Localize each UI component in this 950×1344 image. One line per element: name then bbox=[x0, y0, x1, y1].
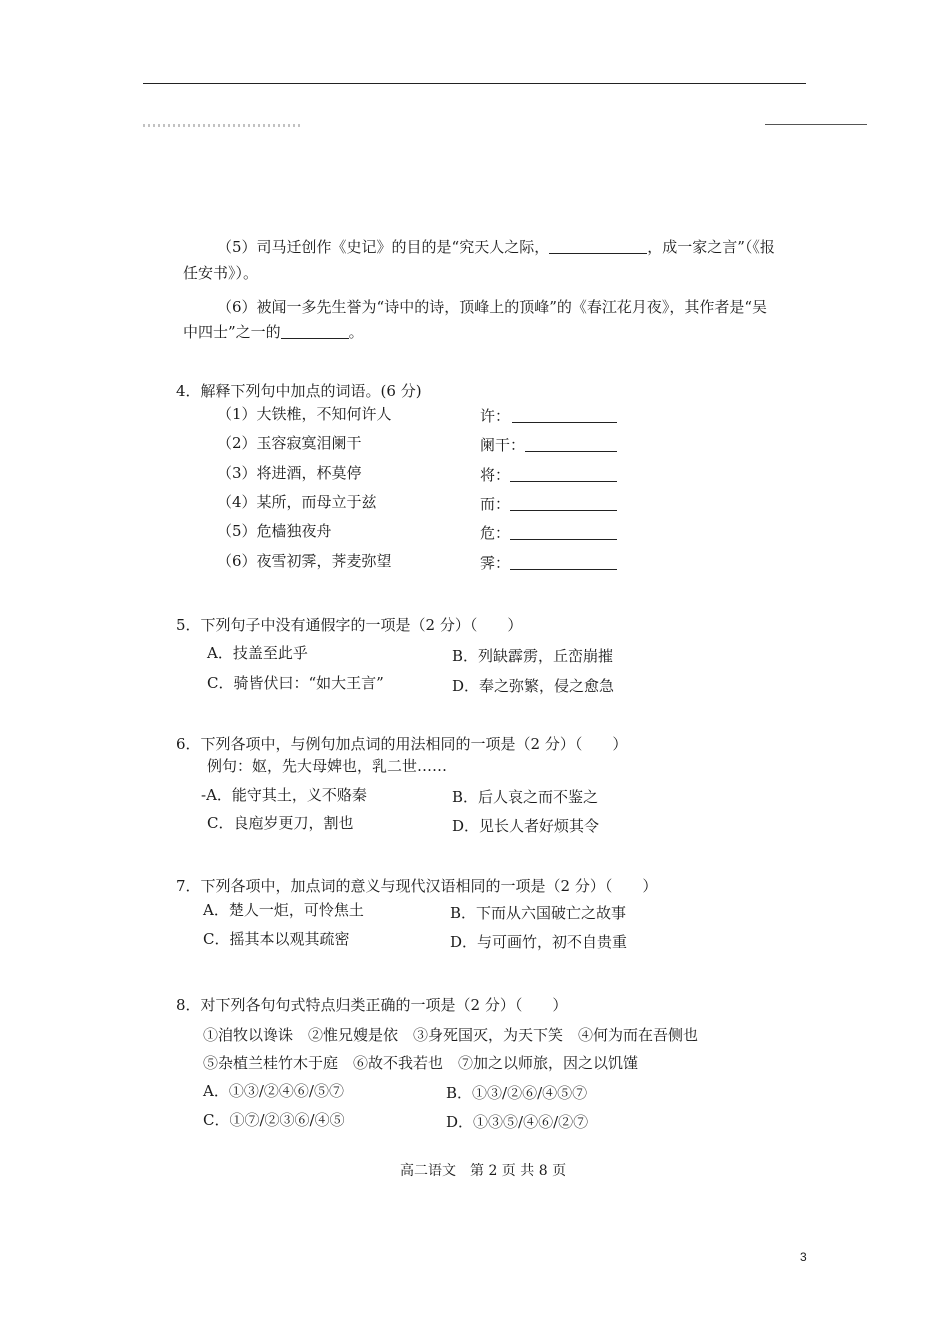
scan-noise bbox=[143, 124, 303, 127]
answer-line-3[interactable] bbox=[510, 481, 617, 482]
q6-option-b[interactable]: B．后人哀之而不鉴之 bbox=[452, 788, 599, 806]
q7-option-d[interactable]: D．与可画竹，初不自贵重 bbox=[450, 933, 628, 951]
q4-label-3: 将： bbox=[480, 466, 511, 484]
q8-sentences-row-2: ⑤杂植兰桂竹木于庭 ⑥故不我若也 ⑦加之以师旅，因之以饥馑 bbox=[203, 1054, 639, 1072]
q4-item-6: （6）夜雪初霁，荠麦弥望 bbox=[217, 552, 392, 570]
q7-option-c[interactable]: C．摇其本以观其疏密 bbox=[203, 930, 350, 948]
q4-item-3: （3）将进酒，杯莫停 bbox=[217, 464, 362, 482]
q3-item-6: （6）被闻一多先生誉为“诗中的诗，顶峰上的顶峰”的《春江花月夜》，其作者是“吴 bbox=[217, 298, 768, 316]
q3-item-6-cont: 中四士”之一的 。 bbox=[183, 323, 364, 341]
q4-item-1: （1）大铁椎，不知何许人 bbox=[217, 405, 392, 423]
q4-label-6: 霁： bbox=[480, 554, 511, 572]
q3-item-5-cont: 任安书》）。 bbox=[183, 264, 259, 282]
q4-label-5: 危： bbox=[480, 524, 511, 542]
header-rule-short bbox=[765, 124, 867, 125]
answer-line-6[interactable] bbox=[510, 569, 617, 570]
q3-item-5: （5）司马迁创作《史记》的目的是“究天人之际， ，成一家之言”（《报 bbox=[217, 238, 775, 256]
q4-label-1: 许： bbox=[480, 407, 511, 425]
answer-line-5[interactable] bbox=[510, 539, 617, 540]
answer-blank[interactable] bbox=[281, 324, 349, 339]
q6-option-d[interactable]: D．见长人者好烦其令 bbox=[452, 817, 600, 835]
q5-title: 5．下列句子中没有通假字的一项是（2 分）（ ） bbox=[176, 616, 523, 634]
q4-label-2: 阑干： bbox=[480, 436, 526, 454]
q5-option-b[interactable]: B．列缺霹雳，丘峦崩摧 bbox=[452, 647, 614, 665]
q4-item-2: （2）玉容寂寞泪阑干 bbox=[217, 434, 362, 452]
q4-title: 4．解释下列句中加点的词语。(6 分) bbox=[176, 382, 422, 400]
q8-sentences-row-1: ①洎牧以谗诛 ②惟兄嫂是依 ③身死国灭，为天下笑 ④何为而在吾侧也 bbox=[203, 1026, 699, 1044]
answer-line-2[interactable] bbox=[525, 451, 617, 452]
header-rule bbox=[143, 83, 806, 84]
q5-option-c[interactable]: C．骑皆伏曰：“如大王言” bbox=[207, 674, 384, 692]
answer-line-1[interactable] bbox=[512, 422, 617, 423]
q6-example: 例句：妪，先大母婢也，乳二世…… bbox=[207, 757, 448, 775]
q8-option-b[interactable]: B．①③/②⑥/④⑤⑦ bbox=[446, 1084, 588, 1102]
q8-option-d[interactable]: D．①③⑤/④⑥/②⑦ bbox=[446, 1113, 589, 1131]
q4-item-5: （5）危樯独夜舟 bbox=[217, 522, 332, 540]
q7-title: 7．下列各项中，加点词的意义与现代汉语相同的一项是（2 分）（ ） bbox=[176, 877, 658, 895]
q6-title: 6．下列各项中，与例句加点词的用法相同的一项是（2 分）（ ） bbox=[176, 735, 628, 753]
q5-option-a[interactable]: A．技盖至此乎 bbox=[207, 644, 308, 662]
answer-line-4[interactable] bbox=[510, 510, 617, 511]
q7-option-a[interactable]: A．楚人一炬，可怜焦土 bbox=[203, 901, 364, 919]
q6-option-c[interactable]: C．良庖岁更刀，割也 bbox=[207, 814, 354, 832]
q8-option-c[interactable]: C．①⑦/②③⑥/④⑤ bbox=[203, 1111, 345, 1129]
q5-option-d[interactable]: D．奉之弥繁，侵之愈急 bbox=[452, 677, 615, 695]
q7-option-b[interactable]: B．下而从六国破亡之故事 bbox=[450, 904, 627, 922]
q4-label-4: 而： bbox=[480, 495, 511, 513]
q6-option-a[interactable]: -A．能守其土，义不赂秦 bbox=[201, 786, 367, 804]
answer-blank[interactable] bbox=[549, 239, 647, 254]
page-footer: 高二语文 第 2 页 共 8 页 bbox=[400, 1163, 567, 1179]
q4-item-4: （4）某所，而母立于兹 bbox=[217, 493, 377, 511]
q8-option-a[interactable]: A．①③/②④⑥/⑤⑦ bbox=[203, 1082, 344, 1100]
page-number: 3 bbox=[800, 1250, 807, 1264]
q8-title: 8．对下列各句句式特点归类正确的一项是（2 分）（ ） bbox=[176, 996, 568, 1014]
